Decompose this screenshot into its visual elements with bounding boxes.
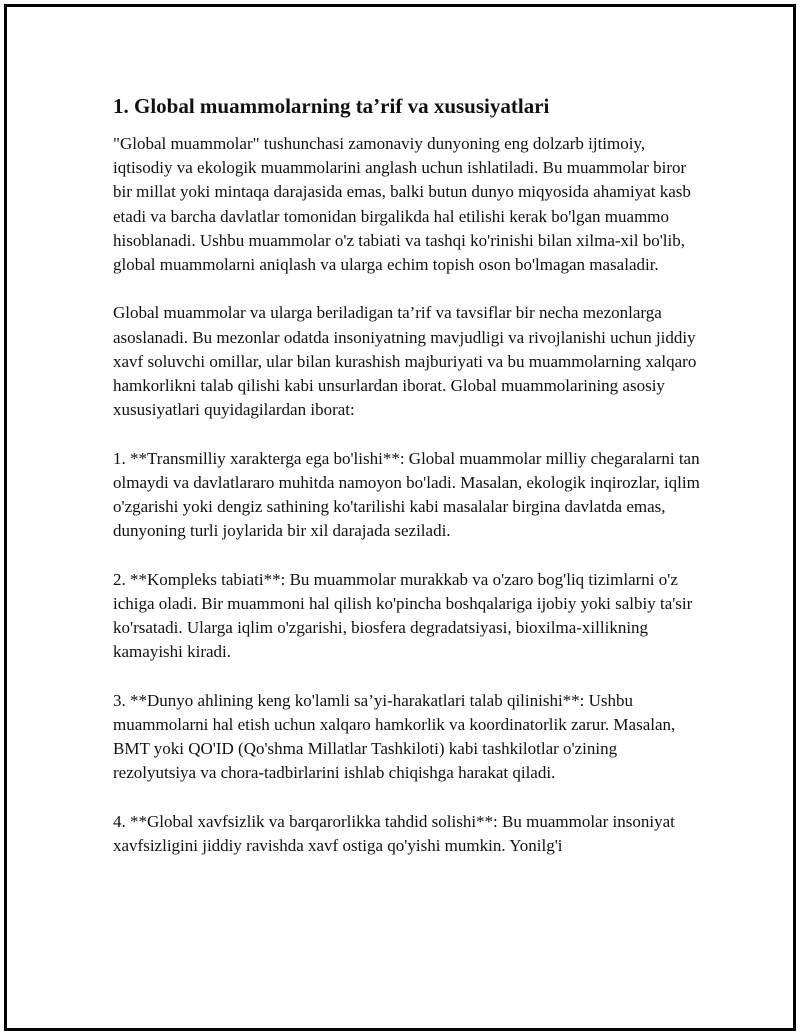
list-item-global-efforts: 3. **Dunyo ahlining keng ko'lamli sa’yi-harakatlari talab qilinishi**: Ushbu muammolarni hal etish uchun xalqaro hamkorlik va koordinatorlik zarur. Masalan, BMT yoki QO'ID (Qo'shma Millatlar Tashkiloti) kabi tashkilotlar o'zining rezolyutsiya va chora-tadbirlarini ishlab chiqishga harakat qiladi.: [113, 690, 676, 783]
list-item-complex-nature: 2. **Kompleks tabiati**: Bu muammolar murakkab va o'zaro bog'liq tizimlarni o'z ichiga oladi. Bir muammoni hal qilish ko'pincha boshqalariga ijobiy yoki salbiy ta'sir ko'rsatadi. Ularga iqlim o'zgarishi, biosfera degradatsiyasi, bioxilma-xillikning kamayishi kiradi.: [113, 569, 693, 662]
paragraph-criteria: Global muammolar va ularga beriladigan ta’rif va tavsiflar bir necha mezonlarga asoslanadi. Bu mezonlar odatda insoniyatning mavjudligi va rivojlanishi uchun jiddiy xavf soluvchi omillar, ular bilan kurashish majburiyati va bu muammolarning xalqaro hamkorlikni talab qilishi kabi unsurlardan iborat. Global muammolarining asosiy xususiyatlari quyidagilardan iborat:: [113, 303, 697, 420]
list-item-security-threat: 4. **Global xavfsizlik va barqarorlikka tahdid solishi**: Bu muammolar insoniyat xavfsizligini jiddiy ravishda xavf ostiga qo'yishi mumkin. Yonilg'i: [113, 811, 675, 855]
section-heading: 1. Global muammolarning ta’rif va xususiyatlari: [113, 94, 550, 118]
list-item-transnational: 1. **Transmilliy xarakterga ega bo'lishi**: Global muammolar milliy chegaralarni tan olmaydi va davlatlararo muhitda namoyon bo'ladi. Masalan, ekologik inqirozlar, iqlim o'zgarishi yoki dengiz sathining ko'tarilishi kabi masalalar birgina davlatda emas, dunyoning turli joylarida bir xil darajada seziladi.: [113, 448, 700, 541]
paragraph-intro: "Global muammolar" tushunchasi zamonaviy dunyoning eng dolzarb ijtimoiy, iqtisodiy va ekologik muammolarini anglash uchun ishlatiladi. Bu muammolar biror bir millat yoki mintaqa darajasida emas, balki butun dunyo miqyosida ahamiyat kasb etadi va barcha davlatlar tomonidan birgalikda hal etilishi kerak bo'lgan muammo hisoblanadi. Ushbu muammolar o'z tabiati va tashqi ko'rinishi bilan xilma-xil bo'lib, global muammolarni aniqlash va ularga echim topish oson bo'lmagan masaladir.: [113, 134, 691, 275]
document-body: [113, 92, 703, 858]
